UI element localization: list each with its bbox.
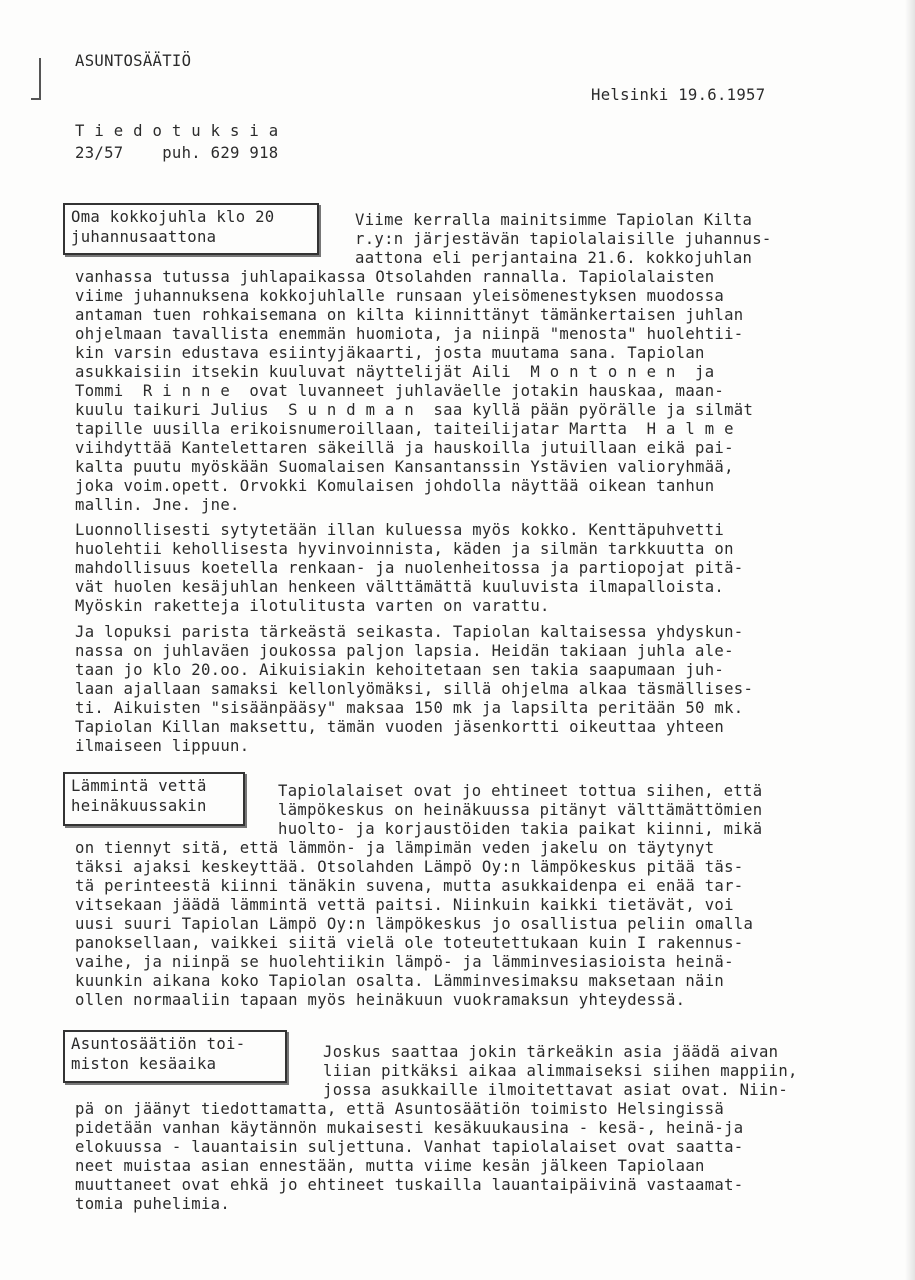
paragraph-line: Ja lopuksi parista tärkeästä seikasta. Tapiolan kaltaisessa yhdyskun- bbox=[75, 623, 744, 641]
section-heading-line: miston kesäaika bbox=[71, 1055, 217, 1073]
paragraph-line: ollen normaaliin tapaan myös heinäkuun vuokramaksun yhteydessä. bbox=[75, 991, 686, 1009]
paragraph-line: muuttaneet ovat ehkä jo ehtineet tuskailla lauantaipäivinä vastaamat- bbox=[75, 1176, 744, 1194]
paragraph-line: elokuussa - lauantaisin suljettuna. Vanhat tapiolalaiset ovat saatta- bbox=[75, 1138, 744, 1156]
paragraph-line: Tommi R i n n e ovat luvanneet juhlaväelle jotakin hauskaa, maan- bbox=[75, 382, 725, 400]
paragraph-line: huolto- ja korjaustöiden takia paikat kiinni, mikä bbox=[278, 820, 763, 838]
paragraph-line: neet muistaa asian ennestään, mutta viime kesän jälkeen Tapiolaan bbox=[75, 1157, 705, 1175]
paragraph-line: Joskus saattaa jokin tärkeäkin asia jäädä aivan bbox=[323, 1043, 779, 1061]
paragraph-line: aattona eli perjantaina 21.6. kokkojuhlan bbox=[355, 249, 753, 267]
bulletin-number-phone: 23/57 puh. 629 918 bbox=[75, 144, 279, 162]
paragraph-line: mahdollisuus koetella renkaan- ja nuolenheitossa ja partiopojat pitä- bbox=[75, 559, 744, 577]
paragraph-line: liian pitkäksi aikaa alimmaiseksi siihen mappiin, bbox=[323, 1062, 798, 1080]
paragraph-line: vitsekaan jäädä lämmintä vettä paitsi. Niinkuin kaikki tietävät, voi bbox=[75, 896, 734, 914]
paragraph-line: mallin. Jne. jne. bbox=[75, 496, 240, 514]
paragraph-line: tomia puhelimia. bbox=[75, 1195, 231, 1213]
paragraph-line: joka voim.opett. Orvokki Komulaisen johdolla näyttää oikean tanhun bbox=[75, 477, 715, 495]
paragraph-line: pidetään vanhan käytännön mukaisesti kesäkuukausina - kesä-, heinä-ja bbox=[75, 1119, 744, 1137]
org-name: ASUNTOSÄÄTIÖ bbox=[75, 52, 192, 70]
paragraph-line: r.y:n järjestävän tapiolalaisille juhannus- bbox=[355, 230, 772, 248]
section-heading-line: heinäkuussakin bbox=[71, 797, 207, 815]
paragraph-line: viime juhannuksena kokkojuhlalle runsaan yleisömenestyksen muodossa bbox=[75, 287, 725, 305]
paragraph-line: pä on jäänyt tiedottamatta, että Asuntosäätiön toimisto Helsingissä bbox=[75, 1100, 725, 1118]
place-date: Helsinki 19.6.1957 bbox=[591, 86, 766, 104]
paragraph-line: viihdyttää Kantelettaren säkeillä ja hauskoilla jutuillaan eikä pai- bbox=[75, 439, 734, 457]
paragraph-line: taan jo klo 20.oo. Aikuisiakin kehoitetaan sen takia saapumaan juh- bbox=[75, 661, 725, 679]
paragraph-line: Tapiolan Killan maksettu, tämän vuoden jäsenkortti oikeuttaa yhteen bbox=[75, 718, 725, 736]
paragraph-line: panoksellaan, vaikkei siitä vielä ole toteutettukaan kuin I rakennus- bbox=[75, 934, 744, 952]
paragraph-line: huolehtii kehollisesta hyvinvoinnista, käden ja silmän tarkkuutta on bbox=[75, 540, 734, 558]
section-heading-box bbox=[63, 203, 319, 255]
paragraph-line: tapille uusilla erikoisnumeroillaan, taiteilijatar Martta H a l m e bbox=[75, 420, 734, 438]
paragraph-line: ti. Aikuisten "sisäänpääsy" maksaa 150 mk ja lapsilta peritään 50 mk. bbox=[75, 699, 744, 717]
paragraph-line: kuunkin aikana koko Tapiolan osalta. Lämminvesimaksu maksetaan näin bbox=[75, 972, 725, 990]
paragraph-line: antaman tuen rohkaisemana on kilta kiinnittänyt tämänkertaisen juhlan bbox=[75, 306, 744, 324]
paragraph-line: Luonnollisesti sytytetään illan kuluessa myös kokko. Kenttäpuhvetti bbox=[75, 521, 725, 539]
paragraph-line: asukkaisiin itsekin kuuluvat näyttelijät Aili M o n t o n e n ja bbox=[75, 363, 715, 381]
paragraph-line: vät huolen kesäjuhlan henkeen välttämättä kuuluvista ilmapalloista. bbox=[75, 578, 725, 596]
paragraph-line: on tiennyt sitä, että lämmön- ja lämpimän veden jakelu on täytynyt bbox=[75, 839, 715, 857]
paragraph-line: kalta puutu myöskään Suomalaisen Kansantanssin Ystävien valioryhmää, bbox=[75, 458, 734, 476]
section-heading-line: Asuntosäätiön toi- bbox=[71, 1035, 246, 1053]
section-heading-line: Lämmintä vettä bbox=[71, 777, 207, 795]
paragraph-line: lämpökeskus on heinäkuussa pitänyt välttämättömien bbox=[278, 801, 763, 819]
paragraph-line: vanhassa tutussa juhlapaikassa Otsolahden rannalla. Tapiolalaisten bbox=[75, 268, 715, 286]
paragraph-line: Myöskin raketteja ilotulitusta varten on varattu. bbox=[75, 597, 550, 615]
section-heading-box bbox=[63, 1030, 287, 1083]
paragraph-line: Tapiolalaiset ovat jo ehtineet tottua siihen, että bbox=[278, 782, 763, 800]
paper-edge-shadow bbox=[905, 0, 915, 1280]
paragraph-line: Viime kerralla mainitsimme Tapiolan Kilta bbox=[355, 211, 753, 229]
paragraph-line: jossa asukkaille ilmoitettavat asiat ovat. Niin- bbox=[323, 1081, 789, 1099]
margin-pen-mark bbox=[39, 58, 41, 100]
section-heading-box bbox=[63, 772, 245, 826]
margin-pen-mark-hook bbox=[31, 98, 41, 100]
paragraph-line: ilmaiseen lippuun. bbox=[75, 737, 250, 755]
section-heading-line: juhannusaattona bbox=[71, 228, 217, 246]
paragraph-line: täksi ajaksi keskeyttää. Otsolahden Lämpö Oy:n lämpökeskus pitää täs- bbox=[75, 858, 744, 876]
paragraph-line: uusi suuri Tapiolan Lämpö Oy:n lämpökeskus jo osallistua peliin omalla bbox=[75, 915, 754, 933]
paragraph-line: tä perinteestä kiinni tänäkin suvena, mutta asukkaidenpa ei enää tar- bbox=[75, 877, 744, 895]
paragraph-line: laan ajallaan samaksi kellonlyömäksi, sillä ohjelma alkaa täsmällises- bbox=[75, 680, 754, 698]
bulletin-title: T i e d o t u k s i a bbox=[75, 122, 279, 140]
paragraph-line: kuulu taikuri Julius S u n d m a n saa kyllä pään pyörälle ja silmät bbox=[75, 401, 754, 419]
paragraph-line: vaihe, ja niinpä se huolehtiikin lämpö- ja lämminvesiasioista heinä- bbox=[75, 953, 734, 971]
paragraph-line: kin varsin edustava esiintyjäkaarti, josta muutama sana. Tapiolan bbox=[75, 344, 705, 362]
paragraph-line: ohjelmaan tavallista enemmän huomiota, ja niinpä "menosta" huolehtii- bbox=[75, 325, 744, 343]
paragraph-line: nassa on juhlaväen joukossa paljon lapsia. Heidän takiaan juhla ale- bbox=[75, 642, 734, 660]
section-heading-line: Oma kokkojuhla klo 20 bbox=[71, 208, 275, 226]
